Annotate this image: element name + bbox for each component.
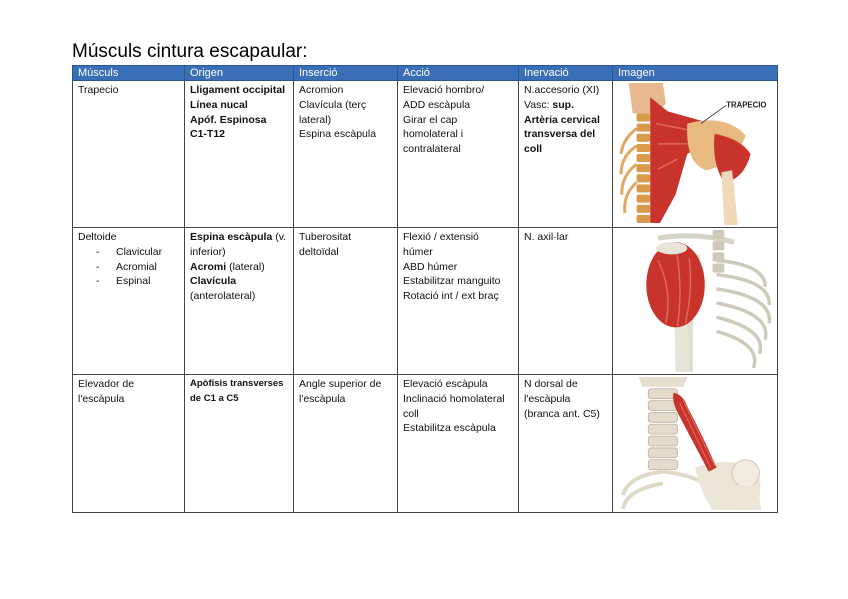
cell-insertion (294, 375, 398, 513)
innervation-line: transversa del (524, 128, 596, 141)
muscles-table (72, 65, 778, 513)
origin-bold: Espina escàpula (190, 231, 273, 243)
muscle-name: l'escàpula (78, 392, 125, 405)
table-header-row (73, 66, 778, 81)
cell-action (398, 375, 519, 513)
header-insercio: Inserció (294, 66, 398, 81)
header-imagen: Imagen (613, 66, 778, 81)
cell-origin (185, 81, 294, 228)
cell-image (613, 375, 778, 513)
cell-innervation (519, 375, 613, 513)
cell-muscle (73, 375, 185, 513)
table-row (73, 81, 778, 228)
action-line: ADD escàpula (403, 98, 471, 111)
origin-line: (anterolateral) (190, 290, 256, 303)
innervation-vasc-label: Vasc: (524, 98, 553, 111)
insertion-line: Tuberositat (299, 231, 352, 243)
innervation-line: N dorsal de (524, 378, 578, 390)
action-line: Inclinació homolateral (403, 392, 505, 405)
action-line: Estabilitzar manguito (403, 275, 501, 288)
origin-line: inferior) (190, 245, 226, 258)
insertion-line: l'escàpula (299, 392, 346, 405)
insertion-line: Clavícula (terç (299, 98, 367, 111)
muscle-name: Trapecio (78, 84, 119, 96)
action-line: Elevació hombro/ (403, 84, 485, 96)
action-line: Girar el cap (403, 113, 458, 126)
innervation-line (524, 98, 607, 113)
origin-line (190, 260, 288, 275)
innervation-line: (branca ant. C5) (524, 407, 600, 420)
cell-muscle (73, 228, 185, 375)
insertion-line: deltoïdal (299, 245, 339, 258)
cell-innervation (519, 228, 613, 375)
action-line: homolateral i (403, 128, 464, 141)
insertion-line: Angle superior de (299, 378, 382, 390)
muscle-name: Deltoide (78, 231, 117, 243)
action-line: contralateral (403, 143, 461, 156)
insertion-line: lateral) (299, 113, 332, 126)
cell-innervation (519, 81, 613, 228)
levator-scapulae-illustration-icon (619, 377, 775, 510)
innervation-line: l'escàpula (524, 392, 571, 405)
origin-bold: Acromi (190, 260, 227, 273)
origin-line (190, 230, 288, 245)
header-accio: Acció (398, 66, 519, 81)
origin-line: Línea nucal (190, 98, 248, 111)
trapecio-label: TRAPECIO (726, 100, 767, 110)
header-musculs: Músculs (73, 66, 185, 81)
origin-line: Apóf. Espinosa (190, 113, 267, 126)
origin-line: Clavícula (190, 275, 237, 288)
action-line: coll (403, 407, 419, 420)
cell-image (613, 81, 778, 228)
trapezius-illustration-icon (619, 83, 775, 225)
innervation-line: N. axil·lar (524, 231, 569, 243)
innervation-line: N.accesorio (XI) (524, 84, 600, 96)
muscle-name: Elevador de (78, 378, 135, 390)
action-line: ABD húmer (403, 260, 458, 273)
action-line: Elevació escàpula (403, 378, 488, 390)
cell-image (613, 228, 778, 375)
origin-line: de C1 a C5 (190, 392, 239, 404)
table-row (73, 375, 778, 513)
muscle-part: - Clavicular (78, 245, 179, 260)
action-line: húmer (403, 245, 433, 258)
header-inervacio: Inervació (519, 66, 613, 81)
cell-insertion (294, 81, 398, 228)
cell-action (398, 81, 519, 228)
action-line: Flexió / extensió (403, 231, 479, 243)
origin-line: C1-T12 (190, 128, 226, 141)
cell-insertion (294, 228, 398, 375)
deltoid-illustration-icon (619, 230, 775, 372)
muscle-part: - Acromial (78, 260, 179, 275)
innervation-line: Artèria cervical (524, 113, 600, 126)
action-line: Estabilitza escàpula (403, 422, 496, 435)
origin-plain: (v. (272, 231, 287, 243)
insertion-line: Espina escàpula (299, 128, 377, 141)
header-origen: Origen (185, 66, 294, 81)
muscle-part: - Espinal (78, 274, 179, 289)
cell-origin (185, 375, 294, 513)
innervation-vasc-value: sup. (552, 98, 574, 111)
origin-line: Apòfisis transverses (190, 378, 284, 389)
action-line: Rotació int / ext braç (403, 290, 499, 303)
origin-plain: (lateral) (226, 260, 265, 273)
innervation-line: coll (524, 143, 543, 156)
insertion-line: Acromion (299, 84, 344, 96)
table-row (73, 228, 778, 375)
cell-origin (185, 228, 294, 375)
cell-action (398, 228, 519, 375)
cell-muscle (73, 81, 185, 228)
page-title: Músculs cintura escapaular: (72, 41, 308, 62)
origin-line: Lligament occipital (190, 84, 286, 96)
